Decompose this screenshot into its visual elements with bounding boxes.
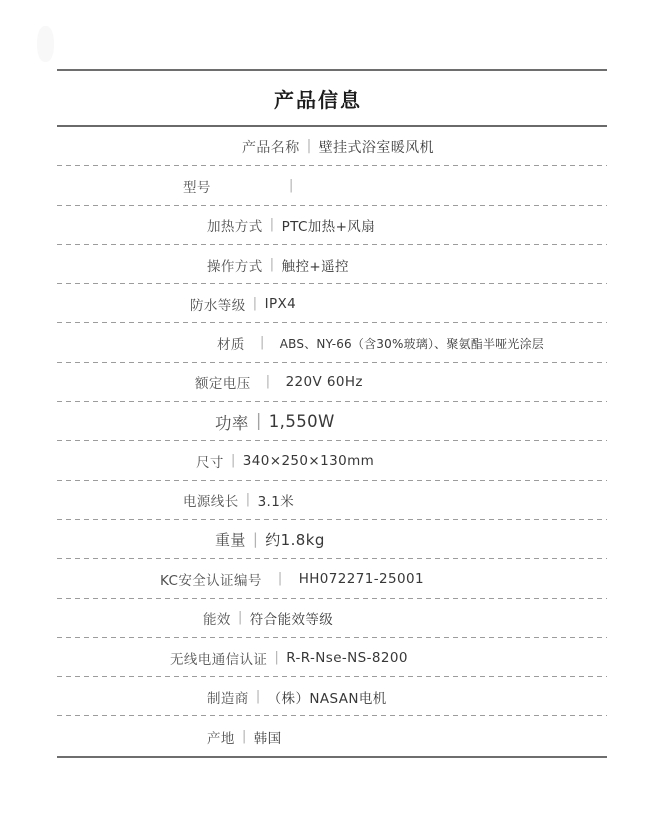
spec-value: （株）NASAN电机 [267,690,387,707]
spec-label: 防水等级 [190,297,246,314]
spec-label: 产品名称 [242,139,300,156]
separator-bar: | [288,176,294,193]
page-title: 产品信息 [274,87,362,112]
spec-label: 电源线长 [183,494,239,511]
spec-label: 重量 [215,531,246,550]
spec-value: 触控+遥控 [281,258,349,275]
table-header [57,71,607,127]
separator-bar: | [230,452,236,469]
row-radio-certification [57,638,607,677]
row-dimensions [57,441,607,480]
spec-label: 功率 [215,413,249,433]
separator-bar: | [277,569,283,586]
row-cord-length [57,481,607,520]
spec-value: HH072271-25001 [298,570,424,587]
row-manufacturer [57,677,607,716]
separator-bar: | [252,529,259,548]
spec-label: 能效 [203,612,231,629]
separator-bar: | [255,411,262,431]
separator-bar: | [245,491,251,508]
separator-bar: | [237,609,243,626]
separator-bar: | [252,294,258,311]
spec-label: 型号 [183,179,211,196]
spec-value: 3.1米 [257,494,295,511]
spec-label: KC安全认证编号 [160,572,262,589]
row-power [57,402,607,441]
spec-label: 加热方式 [207,219,263,236]
spec-label: 额定电压 [195,376,251,393]
spec-value: 220V 60Hz [285,374,363,391]
separator-bar: | [274,648,280,665]
spec-label: 尺寸 [196,455,224,472]
spec-value: 340×250×130mm [242,453,375,470]
spec-value: R-R-Nse-NS-8200 [286,649,408,666]
separator-bar: | [269,255,275,272]
separator-bar: | [259,334,265,351]
row-operation-method [57,245,607,284]
row-heating-method [57,206,607,245]
spec-label: 制造商 [207,690,249,707]
row-origin [57,716,607,758]
spec-value: 1,550W [268,412,335,432]
spec-label: 材质 [217,337,245,354]
spec-value: 韩国 [253,731,282,748]
row-kc-certification [57,559,607,598]
spec-value: 壁挂式浴室暖风机 [318,139,434,156]
spec-label: 无线电通信认证 [170,651,268,668]
separator-bar: | [241,728,247,745]
row-weight [57,520,607,559]
row-waterproof-rating [57,284,607,323]
row-product-name [57,127,607,166]
spec-value: ABS、NY-66（含30%玻璃）、聚氨酯半哑光涂层 [279,336,544,351]
row-material [57,323,607,362]
spec-value: 符合能效等级 [249,612,334,629]
separator-bar: | [255,687,261,704]
row-rated-voltage [57,363,607,402]
separator-bar: | [306,137,312,154]
spec-table [57,69,607,758]
row-energy-efficiency [57,599,607,638]
spec-value: IPX4 [264,295,297,312]
spec-label: 产地 [207,731,235,748]
spec-value: 约1.8kg [265,531,325,550]
row-model [57,166,607,205]
artifact-smudge [37,26,54,62]
separator-bar: | [265,373,271,390]
spec-value: PTC加热+风扇 [281,219,376,236]
separator-bar: | [269,216,275,233]
spec-label: 操作方式 [207,258,263,275]
